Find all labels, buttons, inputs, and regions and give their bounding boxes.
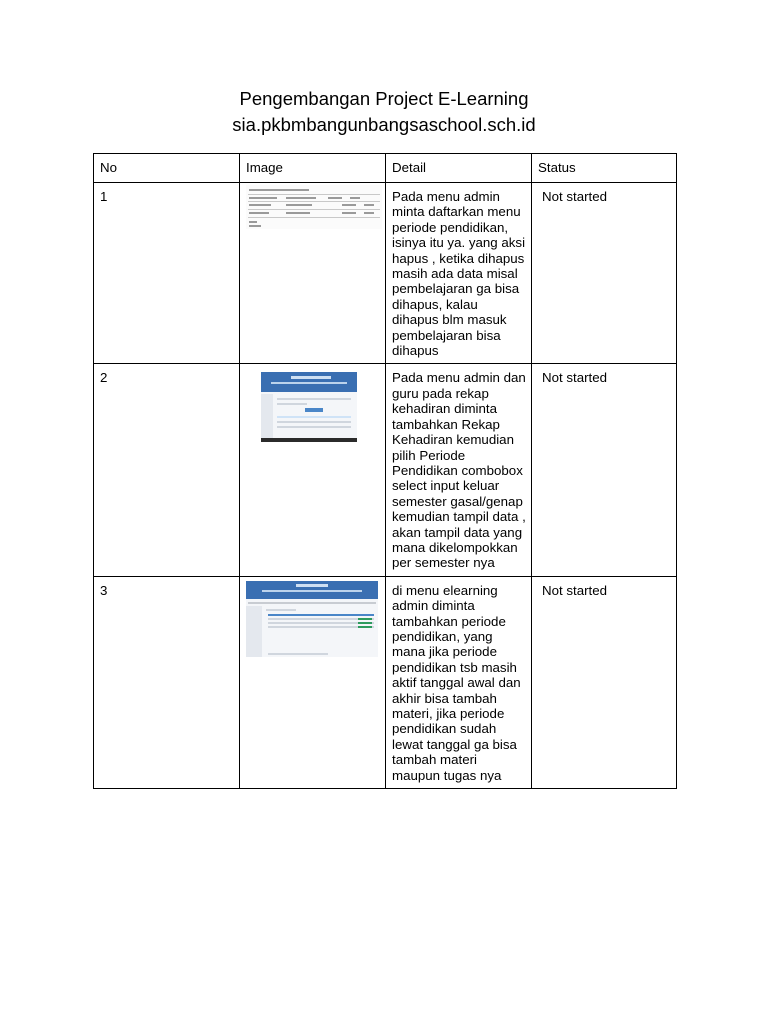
row-number: 2 (94, 364, 240, 576)
row-image-cell (240, 576, 386, 788)
document-subtitle: sia.pkbmbangunbangsaschool.sch.id (232, 114, 536, 135)
screenshot-thumbnail (246, 185, 382, 229)
row-number: 1 (94, 183, 240, 364)
screenshot-thumbnail (261, 372, 357, 442)
column-header-image: Image (240, 154, 386, 183)
row-image-cell (240, 183, 386, 364)
row-image-cell (240, 364, 386, 576)
row-number: 3 (94, 576, 240, 788)
column-header-no: No (94, 154, 240, 183)
row-detail: Pada menu admin minta daftarkan menu periode pendidikan, isinya itu ya. yang aksi hapus , ketika dihapus masih ada data misal pembelajaran ga bisa dihapus, kalau dihapus blm masuk pembelajaran bisa dihapus (386, 183, 532, 364)
table-row (94, 364, 677, 576)
status-badge: Not started (532, 364, 677, 576)
document-title: Pengembangan Project E-Learning (239, 88, 529, 109)
status-badge: Not started (532, 576, 677, 788)
document-header (0, 86, 768, 138)
row-detail: Pada menu admin dan guru pada rekap kehadiran diminta tambahkan Rekap Kehadiran kemudian pilih Periode Pendidikan combobox select input keluar semester gasal/genap kemudian tampil data , akan tampil data yang mana dikelompokkan per semester nya (386, 364, 532, 576)
table-row (94, 183, 677, 364)
column-header-detail: Detail (386, 154, 532, 183)
screenshot-thumbnail (246, 581, 378, 657)
table-row (94, 576, 677, 788)
task-table (93, 153, 677, 789)
status-badge: Not started (532, 183, 677, 364)
row-detail: di menu elearning admin diminta tambahkan periode pendidikan, yang mana jika periode pendidikan tsb masih aktif tanggal awal dan akhir bisa tambah materi, jika periode pendidikan sudah lewat tanggal ga bisa tambah materi maupun tugas nya (386, 576, 532, 788)
column-header-status: Status (532, 154, 677, 183)
table-header-row (94, 154, 677, 183)
